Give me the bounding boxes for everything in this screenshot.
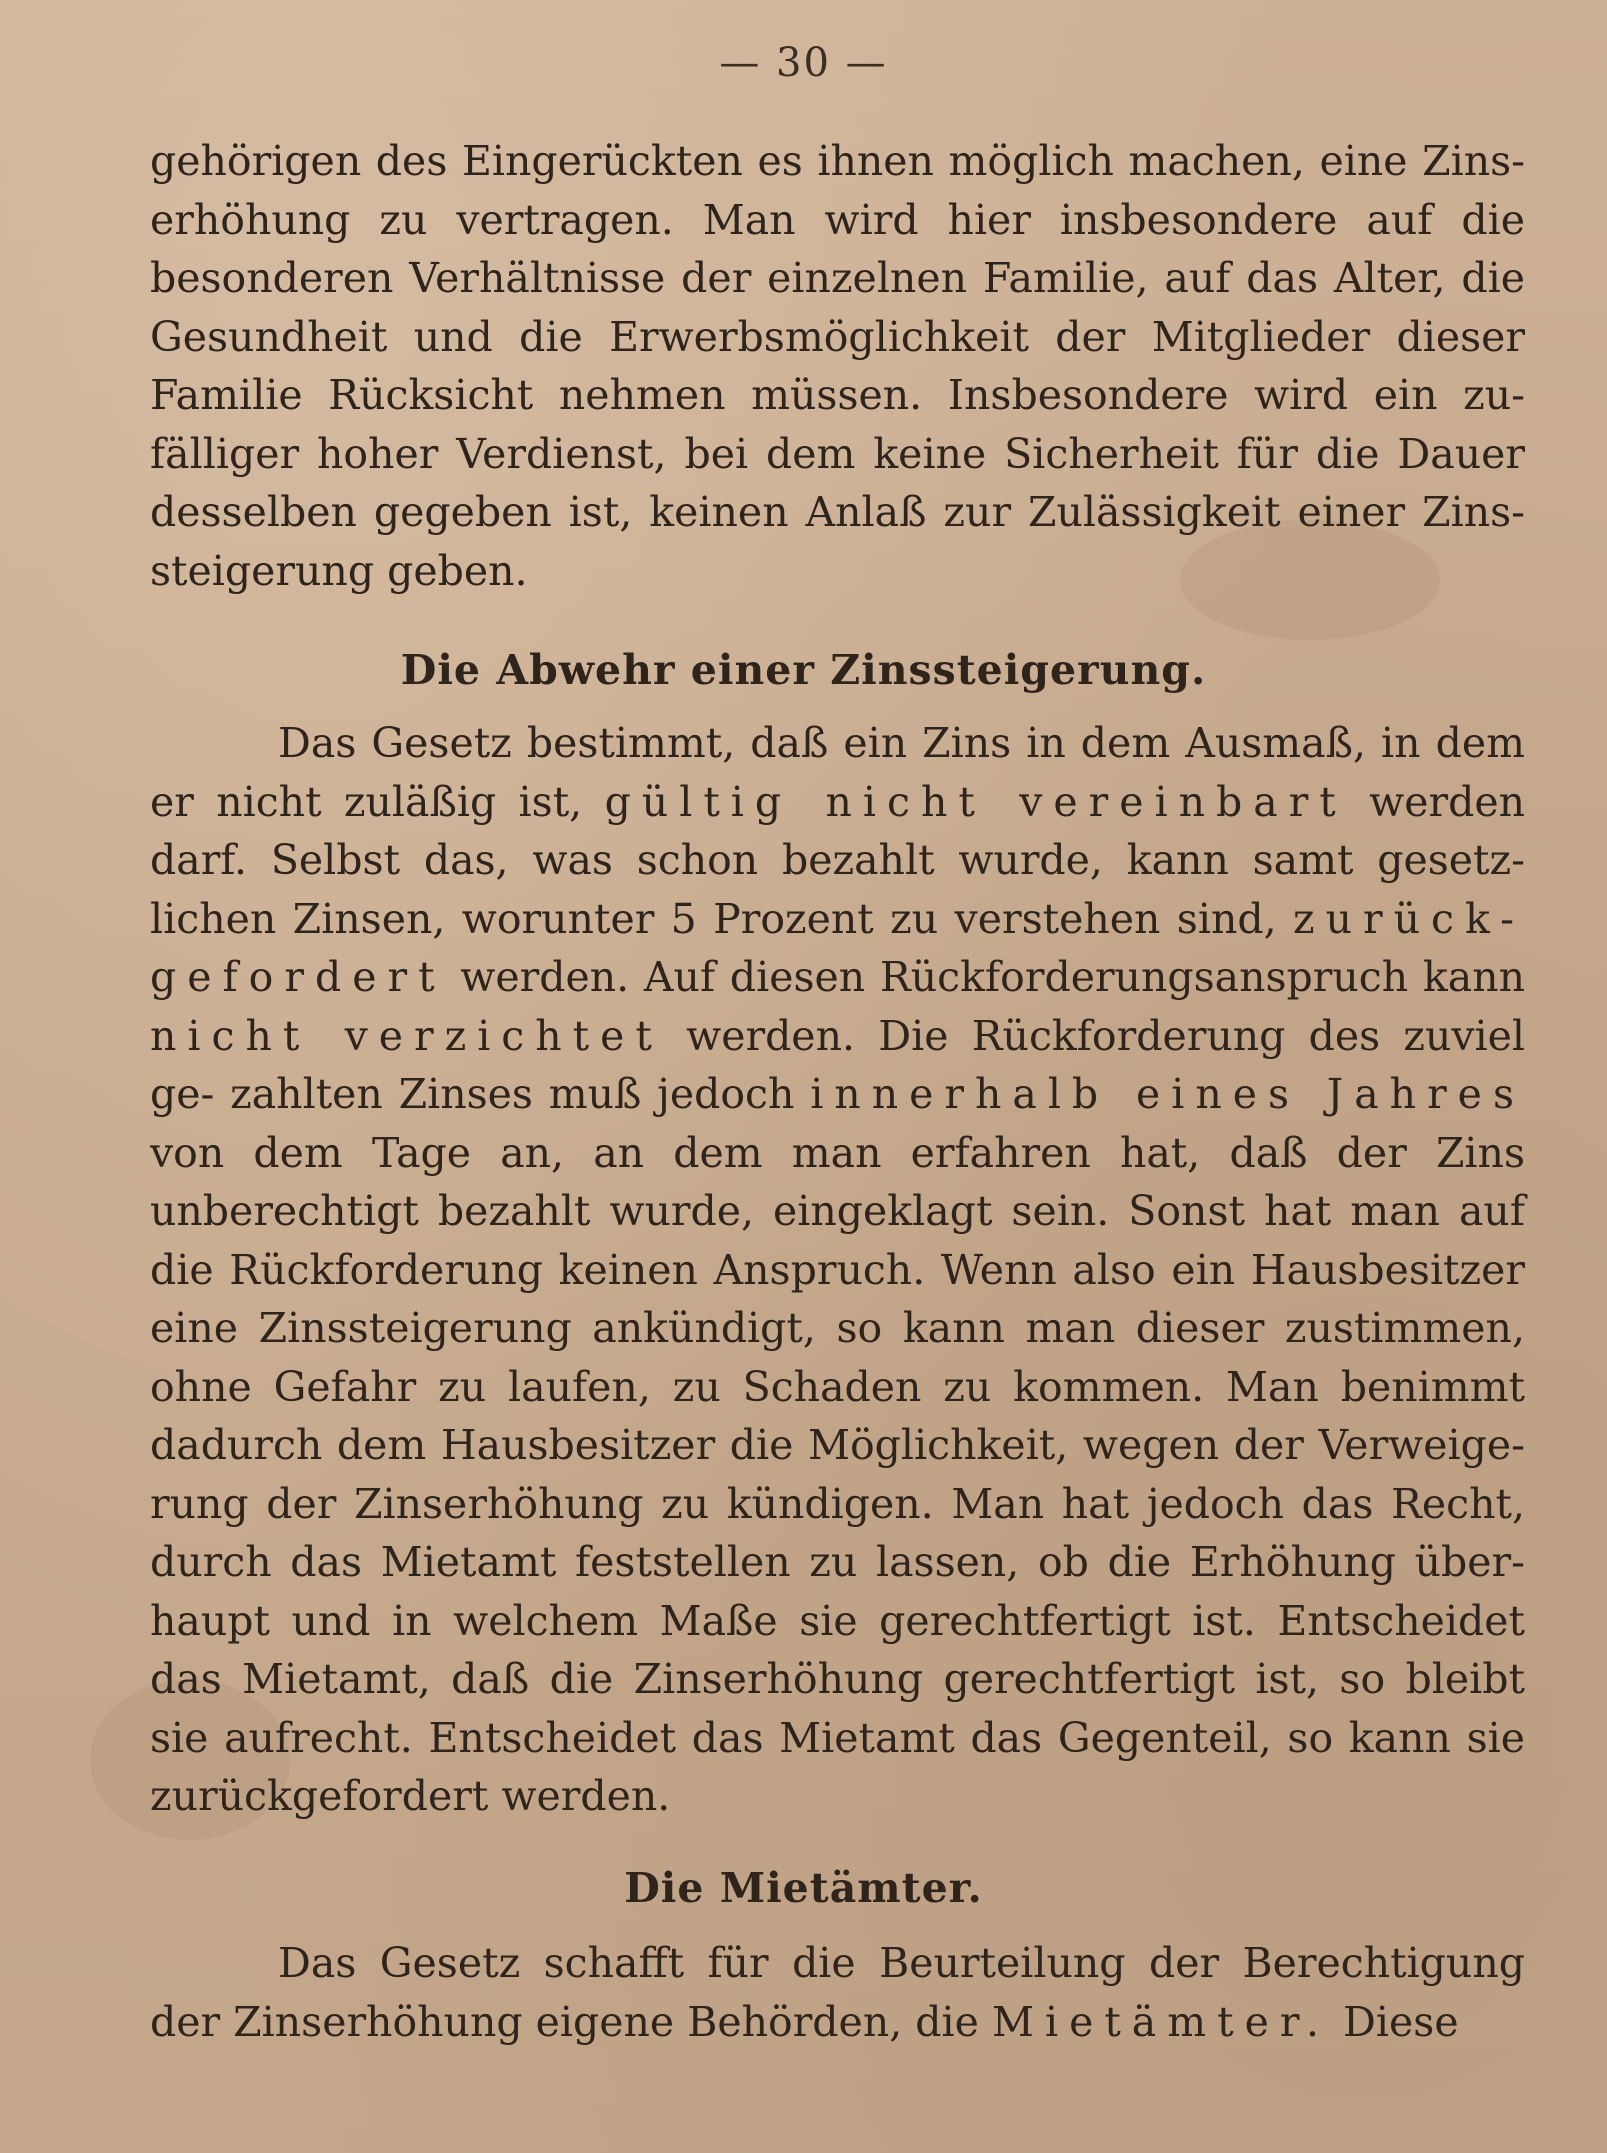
paragraph-continuation: gehörigen des Eingerückten es ihnen möglich machen, eine Zins- erhöhung zu vertragen. Man wird hier insbesondere auf die besonderen Verhältnisse der einzelnen Familie, auf das Alter, die Gesundheit und die Erwerbsmöglichkeit der Mitglieder dieser Familie Rücksicht nehmen müssen. Insbesondere wird ein zu- fälliger hoher Verdienst, bei dem keine Sicherheit für die Dauer desselben gegeben ist, keinen Anlaß zur Zulässigkeit einer Zins- steigerung geben.: [150, 137, 1525, 595]
paragraph-text: werden. Auf diesen Rückforderungsanspruch kann: [460, 953, 1525, 1001]
paragraph-text: werden darf. Selbst das, was schon bezahlt wurde, kann samt gesetz- lichen Zinsen, worunter 5 Prozent zu verstehen sind,: [150, 777, 1525, 943]
emphasized-text: zurück- gefordert: [150, 894, 1525, 1001]
emphasized-text: gültig nicht vereinbart: [604, 777, 1347, 826]
section-heading-mietaemter: Die Mietämter.: [624, 1864, 983, 1912]
section-heading-zinssteigerung: Die Abwehr einer Zinssteigerung.: [400, 646, 1207, 694]
paragraph-text: Diese: [1343, 1997, 1459, 2046]
page-number: — 30 —: [719, 40, 888, 86]
paragraph-abwehr: [150, 714, 1525, 1826]
emphasized-text: innerhalb eines Jahres: [810, 1070, 1525, 1118]
paragraph-text: werden. Die Rückforderung des zuviel ge- zahlten Zinses muß jedoch: [150, 1011, 1525, 1118]
paragraph-text: Das Gesetz schafft für die Beurteilung der Berechtigung der Zinserhöhung eigene Behörden, die: [150, 1939, 1525, 2046]
paragraph-text: Das Gesetz bestimmt, daß ein Zins in dem Ausmaß, in dem er nicht zuläßig ist,: [150, 719, 1525, 826]
emphasized-text: nicht verzichtet: [150, 1011, 663, 1060]
emphasized-text: Mietämter.: [991, 1997, 1330, 2046]
paragraph-mietaemter: [150, 1934, 1525, 2051]
paragraph-text: von dem Tage an, an dem man erfahren hat, daß der Zins unberechtigt bezahlt wurde, eingeklagt sein. Sonst hat man auf die Rückforderung keinen Anspruch. Wenn also ein Hausbesitzer eine Zinssteigerung ankündigt, so kann man dieser zustimmen, ohne Gefahr zu laufen, zu Schaden zu kommen. Man benimmt dadurch dem Hausbesitzer die Möglichkeit, wegen der Verweige- rung der Zinserhöhung zu kündigen. Man hat jedoch das Recht, durch das Mietamt feststellen zu lassen, ob die Erhöhung über- haupt und in welchem Maße sie gerechtfertigt ist. Entscheidet das Mietamt, daß die Zinserhöhung gerechtfertigt ist, so bleibt sie aufrecht. Entscheidet das Mietamt das Gegenteil, so kann sie zurückgefordert werden.: [150, 1128, 1525, 1820]
